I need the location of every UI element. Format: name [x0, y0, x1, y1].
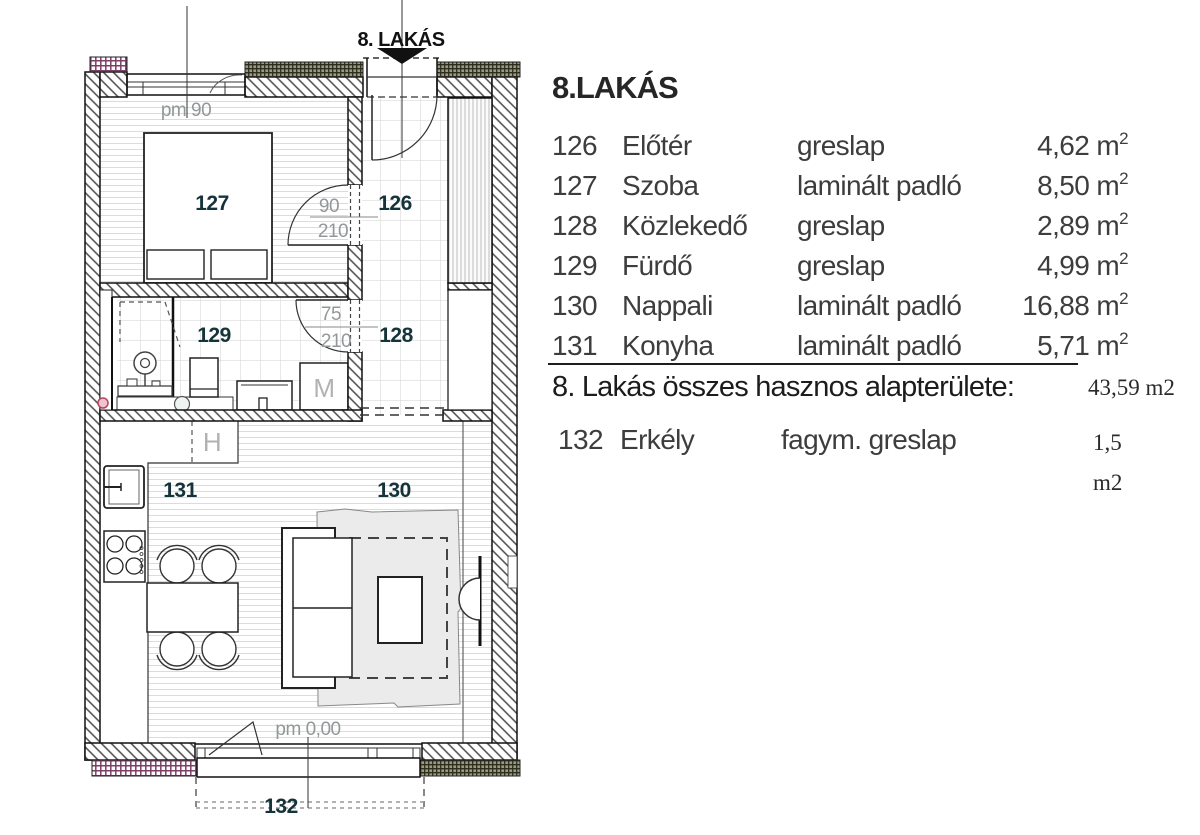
room-area: 8,50 $m^2$	[1037, 168, 1128, 201]
room-area: 16,88 $m^2$	[1022, 288, 1128, 321]
room-material: greslap	[797, 130, 885, 161]
room-area: 4,62 $m^2$	[1037, 128, 1128, 161]
room-material: greslap	[797, 250, 885, 281]
room-area: 1,5 m2	[1093, 430, 1123, 495]
room-name: Nappali	[622, 290, 713, 321]
legend-row-130	[552, 286, 1128, 326]
legend-row-127	[552, 166, 1128, 206]
room-material: laminált padló	[797, 170, 962, 201]
legend-row-128	[552, 206, 1128, 246]
room-label-128: 128	[379, 324, 413, 347]
room-name: Fürdő	[622, 250, 693, 281]
legend-row-126	[552, 126, 1128, 166]
room-material: laminált padló	[797, 290, 962, 321]
room-material: greslap	[797, 210, 885, 241]
room-material: fagym. greslap	[781, 424, 957, 455]
room-area: 5,71 $m^2$	[1037, 328, 1128, 361]
legend-title: 8.LAKÁS	[552, 70, 678, 105]
room-number: 132	[558, 424, 603, 455]
legend-row-131	[552, 326, 1128, 366]
room-label-127: 127	[195, 192, 229, 215]
room-number: 127	[552, 170, 597, 201]
door-height-210b: 210	[320, 331, 352, 352]
door-height-210: 210	[317, 221, 349, 242]
total-area-label: 8. Lakás összes hasznos alapterülete:	[552, 371, 1015, 403]
room-name: Erkély	[620, 424, 695, 455]
room-number: 128	[552, 210, 597, 241]
room-name: Közlekedő	[622, 210, 748, 241]
room-name: Előtér	[622, 130, 692, 161]
room-label-131: 131	[163, 479, 197, 502]
room-label-132: 132	[264, 795, 298, 818]
room-number: 129	[552, 250, 597, 281]
legend-rows	[552, 126, 1128, 366]
flat-label: 8. LAKÁS	[357, 29, 445, 51]
door-width-75: 75	[320, 304, 342, 325]
room-number: 126	[552, 130, 597, 161]
room-label-129: 129	[197, 324, 231, 347]
floor-level-label: pm 0,00	[275, 719, 341, 740]
room-area: 2,89 $m^2$	[1037, 208, 1128, 241]
room-label-126: 126	[378, 192, 412, 215]
room-number: 131	[552, 330, 597, 361]
door-width-90: 90	[318, 196, 340, 217]
hood-label: H	[202, 427, 222, 457]
legend-divider	[548, 363, 1078, 365]
room-name: Konyha	[622, 330, 714, 361]
legend-row-132	[552, 420, 1128, 495]
room-number: 130	[552, 290, 597, 321]
legend-row-129	[552, 246, 1128, 286]
room-material: laminált padló	[797, 330, 962, 361]
room-area: 4,99 $m^2$	[1037, 248, 1128, 281]
washing-machine-label: M	[313, 373, 335, 403]
total-area-value: 43,59 m2	[1088, 375, 1175, 400]
room-name: Szoba	[622, 170, 699, 201]
room-label-130: 130	[377, 479, 411, 502]
sill-height-label: pm 90	[160, 100, 212, 121]
